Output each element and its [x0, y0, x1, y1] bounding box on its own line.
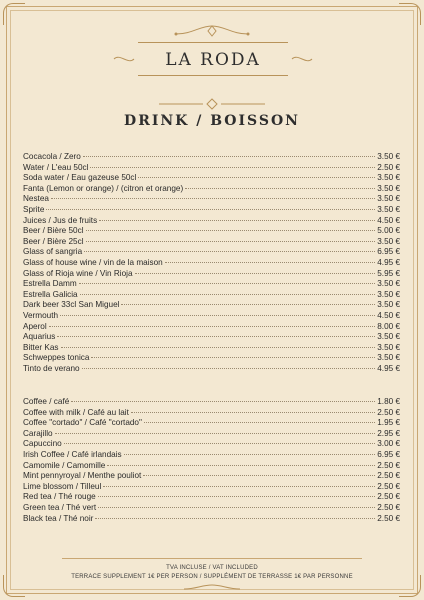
menu-item-price: 3.00 €	[377, 439, 400, 449]
menu-item-price: 3.50 €	[377, 194, 400, 204]
menu-item-name: Coffee / café	[23, 397, 70, 406]
drinks-list	[23, 152, 400, 374]
menu-item-name: Water / L'eau 50cl	[23, 162, 89, 172]
dot-leader	[61, 347, 376, 348]
menu-item-price: 5.95 €	[377, 268, 400, 278]
menu-item-price: 4.50 €	[377, 310, 400, 320]
hot-drinks-list	[23, 397, 400, 524]
menu-item-price: 6.95 €	[377, 449, 400, 459]
dot-leader	[103, 486, 375, 487]
menu-item-price: 6.95 €	[377, 247, 400, 257]
menu-item-price: 3.50 €	[377, 173, 400, 183]
dot-leader	[95, 518, 375, 519]
menu-item-row	[23, 439, 400, 450]
menu-item-name: Juices / Jus de fruits	[23, 215, 98, 225]
menu-item-name: Beer / Bière 50cl	[23, 226, 84, 236]
menu-item-price: 3.50 €	[377, 236, 400, 246]
menu-item-row	[23, 173, 400, 184]
menu-item-row	[23, 269, 400, 280]
menu-item-row	[23, 450, 400, 461]
menu-item-name: Estrella Damm	[23, 279, 77, 289]
menu-item-name: Tinto de verano	[23, 363, 80, 373]
dot-leader	[144, 422, 375, 423]
menu-item-name: Coffee with milk / Café au lait	[23, 407, 129, 417]
dot-leader	[55, 433, 376, 434]
menu-item-name: Soda water / Eau gazeuse 50cl	[23, 173, 137, 183]
menu-item-name: Beer / Bière 25cl	[23, 236, 84, 246]
menu-item-price: 3.50 €	[377, 300, 400, 310]
menu-item-row	[23, 258, 400, 269]
menu-item-name: Schweppes tonica	[23, 353, 90, 363]
dot-leader	[64, 443, 376, 444]
corner-ornament-top-right	[399, 3, 421, 25]
menu-item-price: 2.50 €	[377, 481, 400, 491]
terrace-note: TERRACE SUPPLEMENT 1€ PER PERSON / SUPPLÉMENT DE TERRASSE 1€ PAR PERSONNE	[71, 574, 353, 580]
top-flourish-icon	[172, 22, 252, 40]
menu-item-price: 2.50 €	[377, 162, 400, 172]
menu-item-row	[23, 461, 400, 472]
menu-item-price: 3.50 €	[377, 353, 400, 363]
dot-leader	[107, 465, 375, 466]
menu-item-row	[23, 205, 400, 216]
dot-leader	[71, 401, 375, 402]
menu-item-price: 2.50 €	[377, 502, 400, 512]
menu-item-row	[23, 290, 400, 301]
menu-item-name: Red tea / Thé rouge	[23, 492, 96, 502]
dot-leader	[90, 167, 375, 168]
menu-item-price: 2.50 €	[377, 407, 400, 417]
menu-item-name: Sprite	[23, 204, 45, 214]
vat-note: TVA INCLUSE / VAT INCLUDED	[166, 565, 258, 571]
menu-item-name: Glass of house wine / vin de la maison	[23, 257, 163, 267]
menu-item-price: 1.95 €	[377, 418, 400, 428]
menu-item-row	[23, 418, 400, 429]
menu-item-price: 5.00 €	[377, 226, 400, 236]
menu-item-price: 2.95 €	[377, 428, 400, 438]
menu-item-name: Capuccino	[23, 439, 62, 449]
menu-item-row	[23, 237, 400, 248]
menu-item-row	[23, 152, 400, 163]
dot-leader	[60, 315, 375, 316]
bottom-flourish-icon	[182, 584, 242, 594]
restaurant-name: LA RODA	[165, 50, 261, 70]
dot-leader	[165, 262, 376, 263]
dot-leader	[98, 507, 375, 508]
menu-item-name: Fanta (Lemon or orange) / (citron et orange)	[23, 183, 184, 193]
menu-item-row	[23, 184, 400, 195]
menu-item-row	[23, 514, 400, 525]
menu-item-name: Carajillo	[23, 428, 53, 438]
menu-item-price: 4.50 €	[377, 215, 400, 225]
menu-item-price: 4.95 €	[377, 363, 400, 373]
dot-leader	[138, 177, 375, 178]
menu-item-price: 2.50 €	[377, 513, 400, 523]
dot-leader	[91, 357, 375, 358]
menu-item-name: Estrella Galicia	[23, 289, 78, 299]
menu-item-row	[23, 503, 400, 514]
footer-divider	[62, 558, 362, 559]
dot-leader	[57, 336, 375, 337]
menu-item-row	[23, 194, 400, 205]
section-divider-icon	[157, 98, 267, 110]
menu-item-row	[23, 226, 400, 237]
menu-item-name: Mint pennyroyal / Menthe pouliot	[23, 471, 142, 481]
menu-item-price: 3.50 €	[377, 289, 400, 299]
menu-item-name: Nestea	[23, 194, 49, 204]
dot-leader	[49, 326, 376, 327]
dot-leader	[99, 220, 375, 221]
menu-item-row	[23, 471, 400, 482]
section-title: DRINK / BOISSON	[124, 113, 300, 129]
menu-item-row	[23, 408, 400, 419]
dot-leader	[86, 230, 376, 231]
menu-item-name: Aperol	[23, 321, 47, 331]
dot-leader	[121, 304, 375, 305]
dot-leader	[82, 368, 376, 369]
menu-item-row	[23, 353, 400, 364]
dot-leader	[51, 198, 375, 199]
menu-item-name: Camomile / Camomille	[23, 460, 106, 470]
menu-item-row	[23, 163, 400, 174]
menu-item-row	[23, 247, 400, 258]
dot-leader	[83, 156, 375, 157]
menu-item-row	[23, 364, 400, 375]
dot-leader	[80, 294, 376, 295]
dot-leader	[135, 273, 376, 274]
dot-leader	[185, 188, 375, 189]
menu-item-row	[23, 311, 400, 322]
menu-item-price: 4.95 €	[377, 257, 400, 267]
corner-ornament-top-left	[3, 3, 25, 25]
menu-item-price: 2.50 €	[377, 492, 400, 502]
menu-item-name: Vermouth	[23, 310, 59, 320]
title-banner	[138, 42, 288, 76]
menu-item-row	[23, 482, 400, 493]
dot-leader	[98, 496, 376, 497]
menu-item-price: 3.50 €	[377, 152, 400, 161]
menu-item-name: Glass of sangria	[23, 247, 83, 257]
dot-leader	[86, 241, 376, 242]
menu-item-row	[23, 216, 400, 227]
menu-item-price: 8.00 €	[377, 321, 400, 331]
menu-item-row	[23, 397, 400, 408]
menu-item-name: Aquarius	[23, 332, 56, 342]
dot-leader	[79, 283, 376, 284]
menu-item-row	[23, 429, 400, 440]
menu-item-price: 1.80 €	[377, 397, 400, 406]
menu-item-row	[23, 343, 400, 354]
dot-leader	[131, 412, 375, 413]
menu-item-row	[23, 300, 400, 311]
title-left-flourish-icon	[112, 52, 136, 66]
menu-item-name: Irish Coffee / Café irlandais	[23, 449, 122, 459]
menu-item-name: Bitter Kas	[23, 342, 59, 352]
menu-item-name: Coffee "cortado" / Café "cortado"	[23, 418, 142, 428]
dot-leader	[124, 454, 376, 455]
menu-item-name: Glass of Rioja wine / Vin Rioja	[23, 268, 133, 278]
menu-item-name: Black tea / Thé noir	[23, 513, 94, 523]
menu-item-price: 3.50 €	[377, 332, 400, 342]
menu-item-row	[23, 492, 400, 503]
menu-item-price: 2.50 €	[377, 460, 400, 470]
dot-leader	[84, 251, 375, 252]
menu-item-row	[23, 332, 400, 343]
dot-leader	[143, 475, 375, 476]
menu-item-row	[23, 279, 400, 290]
menu-item-price: 3.50 €	[377, 342, 400, 352]
menu-item-price: 3.50 €	[377, 183, 400, 193]
menu-item-price: 3.50 €	[377, 279, 400, 289]
title-right-flourish-icon	[290, 52, 314, 66]
menu-item-name: Lime blossom / Tilleul	[23, 481, 102, 491]
menu-item-name: Green tea / Thé vert	[23, 502, 97, 512]
menu-item-name: Dark beer 33cl San Miguel	[23, 300, 120, 310]
menu-item-price: 2.50 €	[377, 471, 400, 481]
menu-item-row	[23, 322, 400, 333]
menu-item-name: Cocacola / Zero	[23, 152, 81, 161]
dot-leader	[46, 209, 375, 210]
menu-item-price: 3.50 €	[377, 204, 400, 214]
